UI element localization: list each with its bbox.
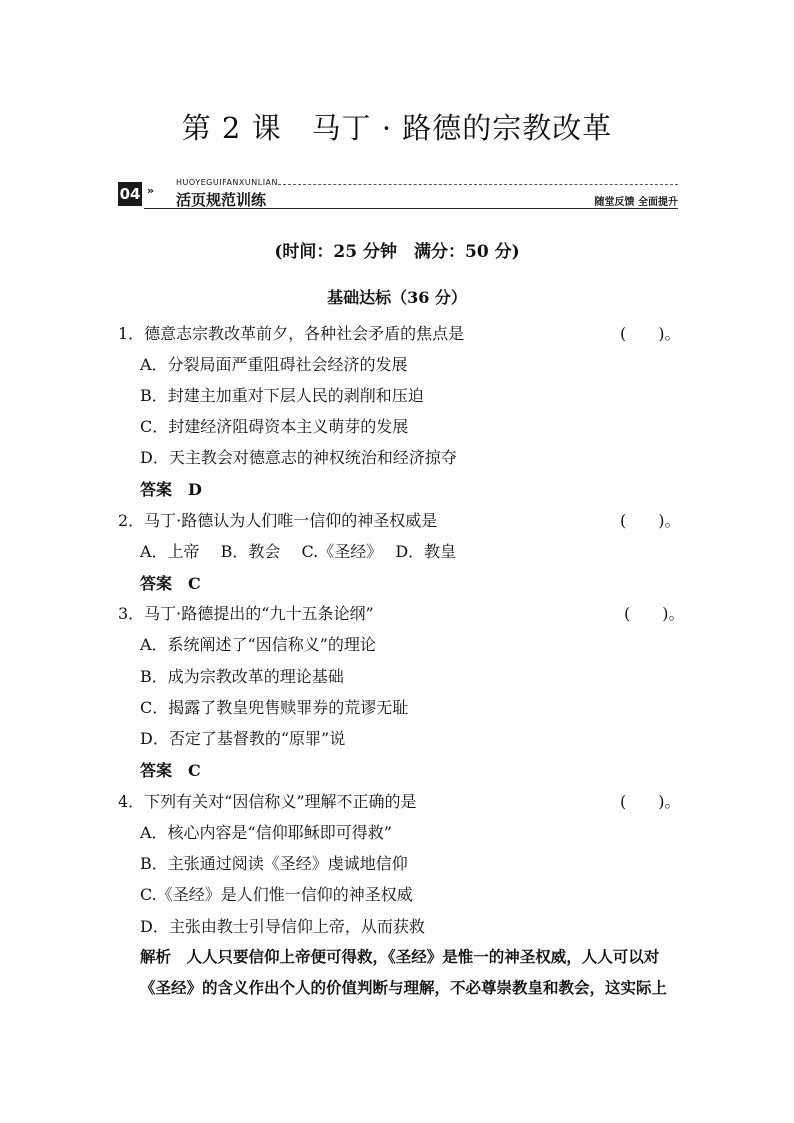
question-4-analysis-line-2: 《圣经》的含义作出个人的价值判断与理解，不必尊崇教皇和教会，这实际上 [140, 978, 668, 997]
question-2-answer: 答案 C [140, 574, 201, 593]
question-4-analysis-line-1: 解析 人人只要信仰上帝便可得救，《圣经》是惟一的神圣权威，人人可以对 [140, 947, 660, 966]
question-3-option-a: A．系统阐述了“因信称义”的理论 [140, 635, 376, 654]
question-2-stem: 2．马丁·路德认为人们唯一信仰的神圣权威是 [118, 511, 438, 530]
question-1-stem: 1．德意志宗教改革前夕，各种社会矛盾的焦点是 [118, 324, 465, 343]
question-4-option-d: D．主张由教士引导信仰上帝，从而获救 [140, 917, 425, 936]
question-4-stem: 4．下列有关对“因信称义”理解不正确的是 [118, 792, 417, 811]
chevron-icon: » [147, 184, 155, 197]
question-4-paren: ( )。 [620, 792, 681, 811]
question-1-option-c: C．封建经济阻碍资本主义萌芽的发展 [140, 417, 409, 436]
section-banner [118, 178, 678, 210]
banner-pinyin: HUOYEGUIFANXUNLIAN [176, 178, 279, 187]
question-1-answer: 答案 D [140, 480, 202, 499]
banner-dotted-rule [278, 184, 678, 185]
time-info: (时间：25 分钟 满分：50 分) [274, 242, 520, 262]
question-3-answer: 答案 C [140, 761, 201, 780]
question-3-option-c: C．揭露了教皇兜售赎罪券的荒谬无耻 [140, 698, 409, 717]
question-4-option-b: B．主张通过阅读《圣经》虔诚地信仰 [140, 854, 408, 873]
section-heading: 基础达标（36 分） [327, 288, 467, 307]
question-1-paren: ( )。 [620, 324, 681, 343]
question-2-paren: ( )。 [620, 511, 681, 530]
question-3-paren: ( )。 [624, 604, 685, 623]
page-title: 第 2 课 马丁 · 路德的宗教改革 [181, 111, 613, 145]
question-4-option-c: C.《圣经》是人们惟一信仰的神圣权威 [140, 885, 413, 904]
question-3-option-b: B．成为宗教改革的理论基础 [140, 667, 344, 686]
banner-rule [144, 208, 678, 209]
question-2-options: A．上帝 B．教会 C.《圣经》 D．教皇 [140, 542, 457, 561]
question-3-option-d: D．否定了基督教的“原罪”说 [140, 729, 346, 748]
question-3-stem: 3．马丁·路德提出的“九十五条论纲” [118, 604, 374, 623]
question-1-option-d: D．天主教会对德意志的神权统治和经济掠夺 [140, 448, 457, 467]
banner-title: 活页规范训练 [176, 191, 267, 209]
question-4-option-a: A．核心内容是“信仰耶稣即可得救” [140, 823, 392, 842]
question-1-option-b: B．封建主加重对下层人民的剥削和压迫 [140, 386, 424, 405]
banner-badge: 04 [118, 182, 142, 206]
banner-right-text: 随堂反馈 全面提升 [594, 197, 678, 208]
question-1-option-a: A．分裂局面严重阻碍社会经济的发展 [140, 355, 408, 374]
